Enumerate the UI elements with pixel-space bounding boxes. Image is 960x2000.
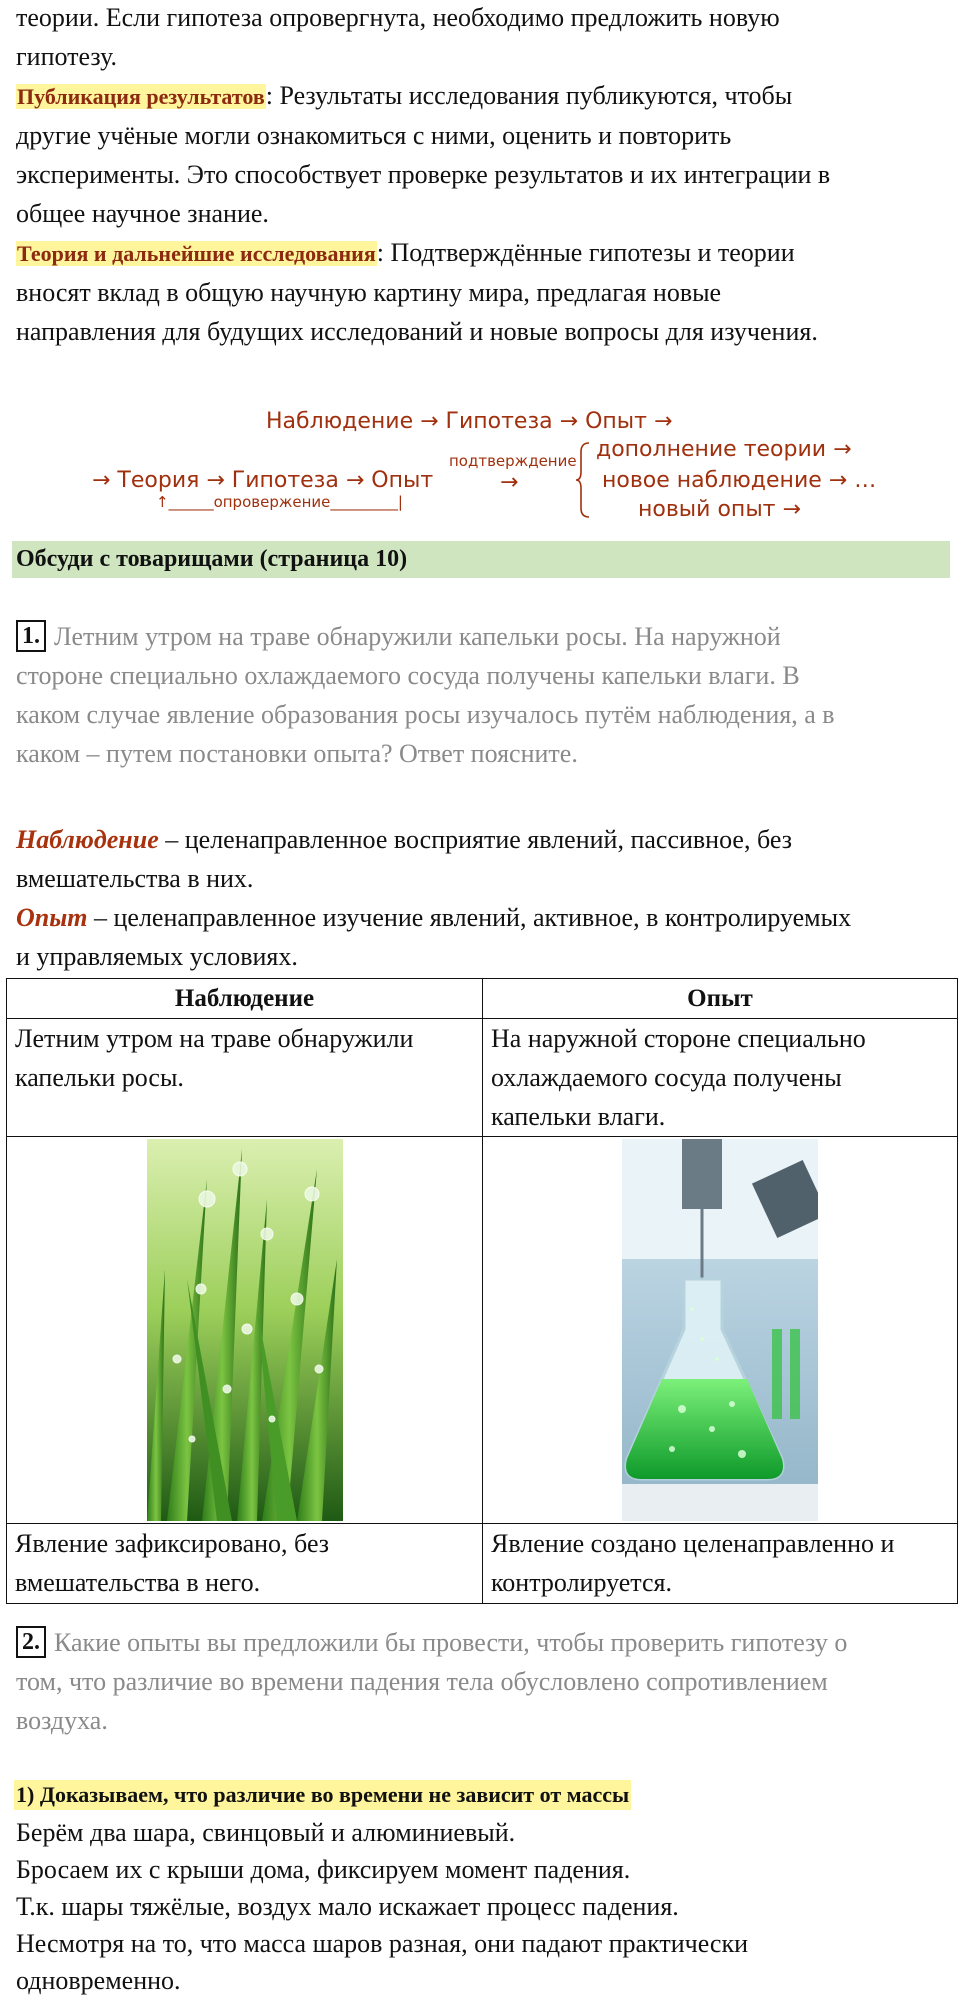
question-line: воздуха.: [16, 1706, 108, 1735]
cell-line: контролируется.: [491, 1568, 672, 1597]
definition-text: – целенаправленное восприятие явлений, пассивное, без: [158, 825, 792, 854]
question-line: [16, 1623, 946, 1662]
question-line: каком случае явление образования росы изучалось путём наблюдения, а в: [16, 700, 835, 729]
answer-line: одновременно.: [16, 1966, 181, 1995]
table-header: Опыт: [483, 979, 958, 1019]
theory-line: направления для будущих исследований и новые вопросы для изучения.: [16, 317, 818, 346]
answer-line: Т.к. шары тяжёлые, воздух мало искажает процесс падения.: [16, 1892, 679, 1921]
brace-icon: [576, 442, 590, 518]
cell-line: Летним утром на траве обнаружили: [15, 1024, 414, 1053]
publication-line: другие учёные могли ознакомиться с ними, оценить и повторить: [16, 121, 732, 150]
cell-line: На наружной стороне специально: [491, 1024, 866, 1053]
theory-line: Теория и дальнейшие исследования: Подтверждённые гипотезы и теории: [17, 238, 795, 267]
question-text: Летним утром на траве обнаружили капельки росы. На наружной: [54, 622, 781, 651]
publication-line: эксперименты. Это способствует проверке результатов и их интеграции в: [16, 160, 831, 189]
intro-paragraph: [16, 0, 946, 351]
table-cell: [7, 1524, 483, 1604]
flow-row-2: → Теория → Гипотеза → Опыт: [92, 468, 434, 493]
cell-line: вмешательства в него.: [15, 1568, 261, 1597]
question-number: 1.: [16, 620, 46, 652]
theory-text: Подтверждённые гипотезы и теории: [384, 238, 795, 267]
table-row: [7, 1137, 958, 1524]
table-row: [7, 1019, 958, 1137]
table-cell: [7, 1137, 483, 1524]
observation-term: Наблюдение: [16, 825, 159, 854]
question-text: Какие опыты вы предложили бы провести, чтобы проверить гипотезу о: [54, 1628, 848, 1657]
definition-line: вмешательства в них.: [16, 864, 254, 893]
publication-text: Результаты исследования публикуются, чтобы: [272, 81, 793, 110]
flow-row-1: Наблюдение → Гипотеза → Опыт →: [266, 409, 673, 434]
cell-line: охлаждаемого сосуда получены: [491, 1063, 842, 1092]
flow-confirm-arrow: →: [500, 470, 519, 495]
answer-line: Несмотря на то, что масса шаров разная, они падают практически: [16, 1929, 748, 1958]
question-line: том, что различие во времени падения тела обусловлено сопротивлением: [16, 1667, 828, 1696]
table-cell: [7, 1019, 483, 1137]
definition-line: [16, 898, 946, 937]
table-row: [7, 1524, 958, 1604]
question-number: 2.: [16, 1626, 46, 1658]
intro-line: теории. Если гипотеза опровергнута, необходимо предложить новую: [16, 3, 780, 32]
theory-line: вносят вклад в общую научную картину мира, предлагая новые: [16, 278, 722, 307]
discuss-header: Обсуди с товарищами (страница 10): [12, 541, 950, 578]
intro-line: гипотезу.: [16, 42, 117, 71]
experiment-term: Опыт: [16, 903, 88, 932]
question-2: [16, 1623, 946, 1740]
publication-line: общее научное знание.: [16, 199, 269, 228]
question-line: [16, 617, 946, 656]
question-line: стороне специально охлаждаемого сосуда получены капельки влаги. В: [16, 661, 800, 690]
question-line: каком – путем постановки опыта? Ответ поясните.: [16, 739, 578, 768]
cell-line: Явление создано целенаправленно и: [491, 1529, 895, 1558]
table-header: Наблюдение: [7, 979, 483, 1019]
publication-label: Публикация результатов: [17, 84, 265, 109]
comparison-table: [6, 978, 958, 1604]
definition-line: и управляемых условиях.: [16, 942, 298, 971]
publication-line: Публикация результатов: Результаты исследования публикуются, чтобы: [17, 81, 793, 110]
answer-heading: 1) Доказываем, что различие во времени не зависит от массы: [14, 1780, 631, 1810]
flow-branch-3: новый опыт →: [638, 497, 801, 522]
answer-line: Бросаем их с крыши дома, фиксируем момент падения.: [16, 1855, 631, 1884]
flow-branch-1: дополнение теории →: [596, 437, 852, 462]
table-cell: [483, 1019, 958, 1137]
flow-refute-label: ↑______опровержение_________|: [156, 493, 403, 511]
question-1: [16, 617, 946, 773]
dew-grass-image: [147, 1139, 343, 1521]
cell-line: Явление зафиксировано, без: [15, 1529, 330, 1558]
answer-line: Берём два шара, свинцовый и алюминиевый.: [16, 1818, 516, 1847]
table-cell: [483, 1137, 958, 1524]
flow-branch-2: новое наблюдение → …: [602, 468, 877, 493]
flask-image: [622, 1139, 818, 1521]
answer-body: [16, 1814, 946, 1999]
definition-line: [16, 820, 946, 859]
definitions: [16, 820, 946, 976]
flow-confirm-label: подтверждение: [449, 452, 577, 470]
cell-line: капельки влаги.: [491, 1102, 666, 1131]
definition-text: – целенаправленное изучение явлений, активное, в контролируемых: [87, 903, 852, 932]
theory-label: Теория и дальнейшие исследования: [17, 241, 376, 266]
table-cell: [483, 1524, 958, 1604]
table-header-row: [7, 979, 958, 1019]
cell-line: капельки росы.: [15, 1063, 184, 1092]
